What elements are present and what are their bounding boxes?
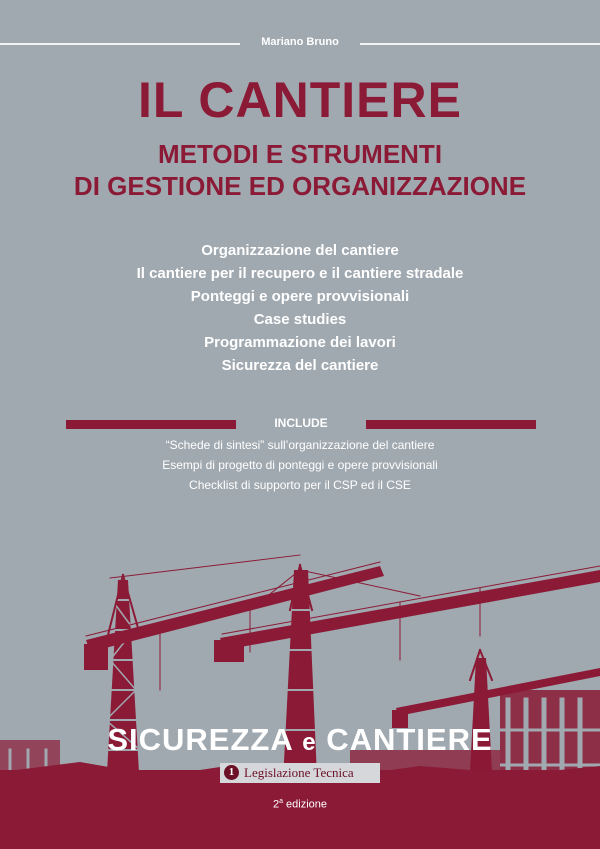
publisher-band	[220, 763, 380, 783]
book-subtitle	[0, 138, 600, 202]
edition-text: edizione	[286, 798, 328, 811]
author-name: Mariano Bruno	[261, 36, 339, 48]
publisher-name: Legislazione Tecnica	[244, 765, 354, 780]
series-connector: e	[302, 729, 317, 756]
include-bar-left	[66, 420, 236, 429]
include-bar-right	[366, 420, 536, 429]
series-part2: CANTIERE	[326, 722, 493, 757]
include-item: “Schede di sintesi” sull’organizzazione del cantiere	[165, 438, 435, 452]
book-title: IL CANTIERE	[138, 72, 462, 128]
edition-number: 2	[272, 798, 280, 811]
include-item: Checklist di supporto per il CSP ed il CSE	[189, 478, 411, 492]
edition-suffix: a	[279, 798, 283, 805]
topics-list	[0, 239, 600, 377]
author-divider-right	[360, 43, 600, 45]
publisher-logo-icon: 1	[224, 765, 239, 780]
include-item: Esempi di progetto di ponteggi e opere provvisionali	[162, 458, 438, 472]
author-divider-left	[0, 43, 240, 45]
topic-item: Sicurezza del cantiere	[221, 357, 379, 374]
include-header	[0, 416, 600, 434]
subtitle-line: DI GESTIONE ED ORGANIZZAZIONE	[73, 171, 527, 201]
author-row	[0, 36, 600, 52]
series-title	[0, 720, 600, 763]
topic-item: Case studies	[253, 311, 347, 328]
series-part1: SICUREZZA	[107, 722, 293, 757]
subtitle-line: METODI E STRUMENTI	[157, 139, 443, 169]
edition-label	[0, 798, 600, 811]
include-label: INCLUDE	[274, 416, 328, 430]
topic-item: Ponteggi e opere provvisionali	[190, 288, 410, 305]
topic-item: Programmazione dei lavori	[204, 334, 396, 351]
topic-item: Organizzazione del cantiere	[201, 242, 399, 259]
topic-item: Il cantiere per il recupero e il cantiere stradale	[136, 265, 464, 282]
includes-list	[0, 435, 600, 495]
